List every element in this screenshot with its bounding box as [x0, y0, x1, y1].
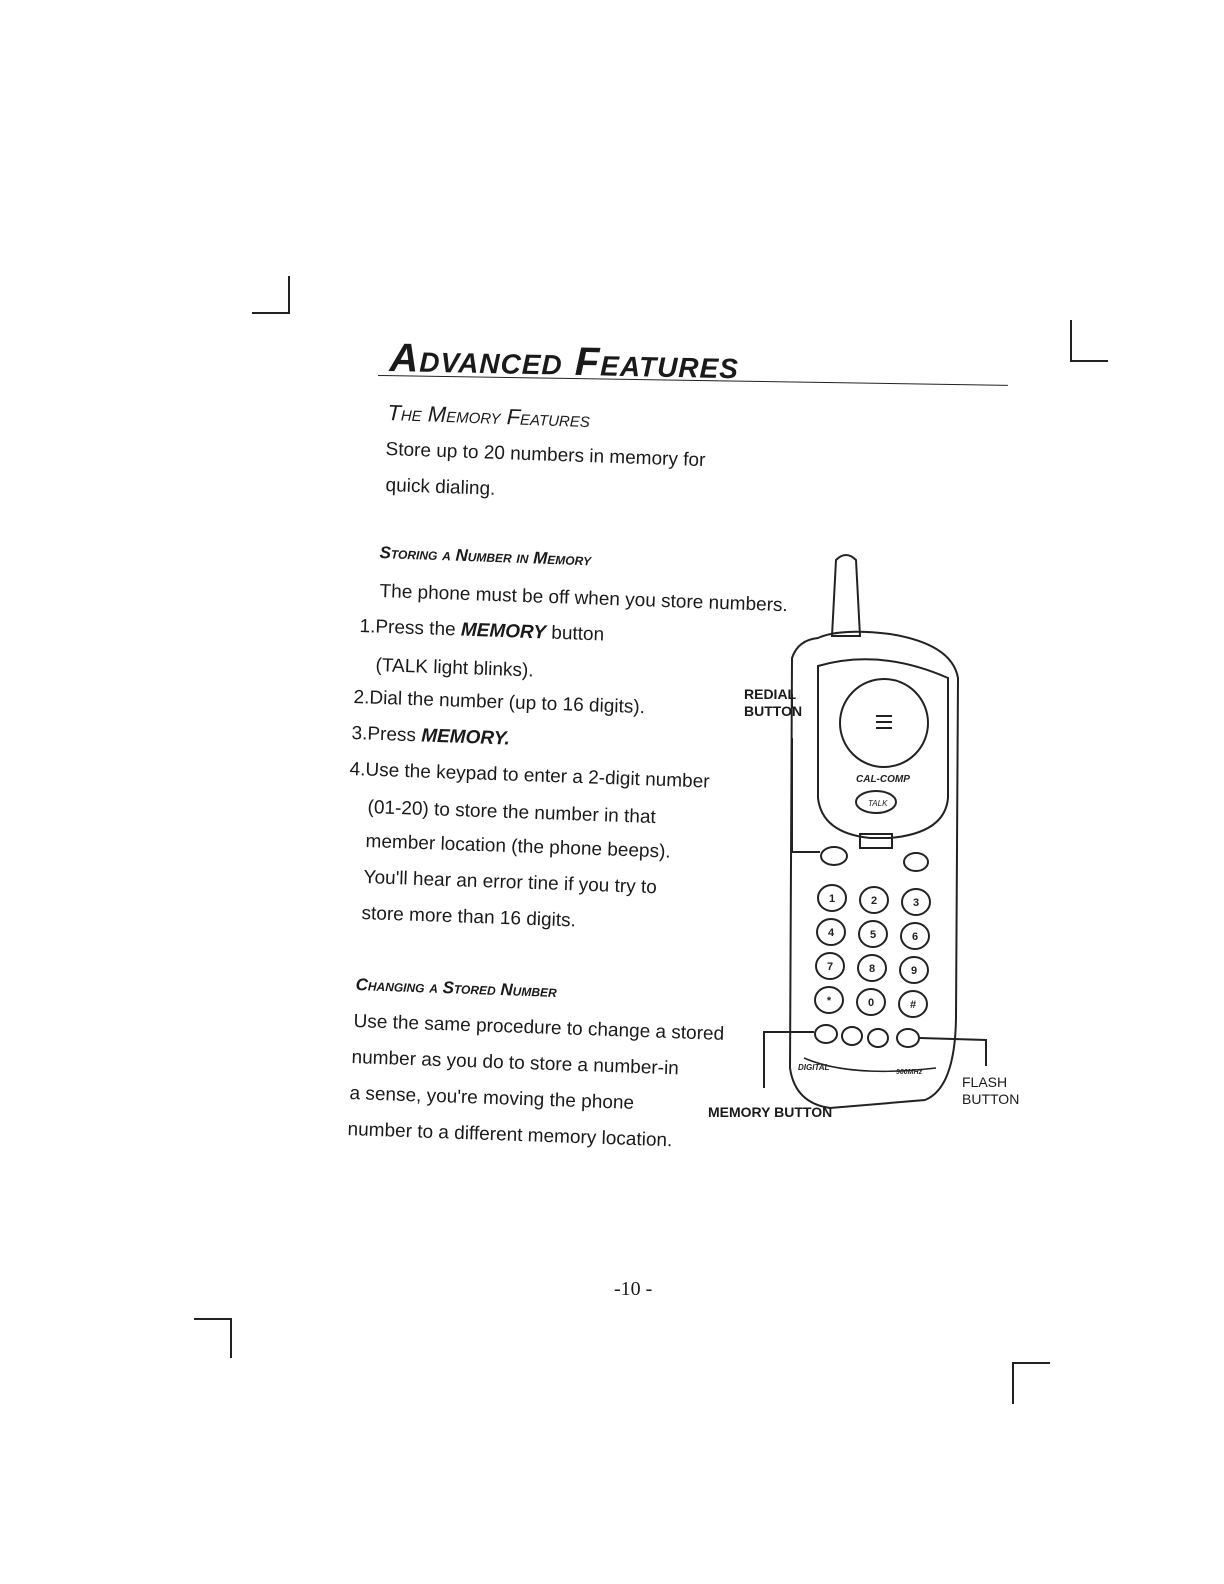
- section-intro-line-2: quick dialing.: [385, 474, 496, 500]
- keypad-key-label: 5: [869, 929, 877, 941]
- antenna: [832, 555, 860, 636]
- step-1-memory: MEMORY: [460, 619, 547, 644]
- section-heading: The Memory Features: [387, 400, 591, 433]
- frequency-label: 900MHz: [896, 1069, 923, 1076]
- keypad-key-label: 1: [828, 893, 836, 905]
- storing-intro: The phone must be off when you store numbers.: [379, 580, 789, 617]
- changing-line-1: Use the same procedure to change a stored: [353, 1010, 725, 1045]
- page-number: -10 -: [614, 1278, 653, 1300]
- step-3: [351, 722, 510, 752]
- flash-button-label: [962, 1074, 1019, 1108]
- redial-label-line-2: BUTTON: [744, 703, 803, 719]
- keypad-key-label: #: [909, 999, 917, 1011]
- crop-mark-bottom-left: [194, 1318, 232, 1358]
- talk-light: [860, 834, 892, 848]
- redial-label-line-1: REDIAL: [744, 686, 797, 702]
- flash-label-line-1: FLASH: [962, 1074, 1008, 1090]
- flash-label-line-2: BUTTON: [962, 1091, 1020, 1107]
- step-3-memory: MEMORY.: [420, 725, 511, 750]
- crop-mark-bottom-right: [1012, 1362, 1050, 1404]
- talk-label: TALK: [868, 799, 888, 808]
- step-1-pre: 1.Press the: [359, 615, 462, 641]
- step-4-line-1: 4.Use the keypad to enter a 2-digit number: [349, 758, 710, 793]
- keypad-key-label: 7: [826, 961, 834, 973]
- memory-leader: [764, 1032, 814, 1088]
- earpiece-panel: [818, 659, 948, 838]
- flash-key: [897, 1029, 919, 1047]
- step-2: 2.Dial the number (up to 16 digits).: [353, 686, 646, 719]
- keypad-key-label: 4: [827, 927, 835, 939]
- changing-line-2: number as you do to store a number-in: [351, 1046, 680, 1080]
- brand-logo: CAL-COMP: [856, 774, 910, 785]
- step-1-post: button: [545, 622, 605, 646]
- step-1: [359, 615, 604, 648]
- changing-line-4: number to a different memory location.: [347, 1118, 673, 1152]
- step-4-line-4: You'll hear an error tine if you try to: [363, 866, 658, 899]
- memory-button-label: MEMORY BUTTON: [708, 1104, 833, 1120]
- keypad-key-label: 6: [911, 931, 919, 943]
- handset-diagram: [700, 548, 1030, 1138]
- step-4-line-3: member location (the phone beeps).: [365, 830, 672, 863]
- page-title: Advanced Features: [389, 336, 740, 388]
- redial-button-label: [744, 686, 802, 720]
- keypad-key-label: 0: [867, 997, 875, 1009]
- storing-heading: Storing a Number in Memory: [379, 543, 592, 570]
- keypad-key-label: 9: [910, 965, 918, 977]
- step-4-line-5: store more than 16 digits.: [361, 902, 577, 932]
- keypad-key-label: 2: [870, 895, 878, 907]
- keypad-key-label: *: [826, 995, 832, 1007]
- right-function-key: [904, 853, 928, 871]
- volume-up-key: [868, 1029, 888, 1047]
- keypad-key-label: 8: [868, 963, 876, 975]
- crop-mark-top-left: [252, 276, 290, 314]
- redial-key: [821, 847, 847, 865]
- changing-heading: Changing a Stored Number: [355, 975, 558, 1002]
- memory-key: [815, 1025, 837, 1043]
- keypad-key-label: 3: [912, 897, 920, 909]
- digital-label: DIGITAL: [798, 1063, 830, 1072]
- step-3-pre: 3.Press: [351, 722, 422, 747]
- volume-down-key: [842, 1027, 862, 1045]
- changing-line-3: a sense, you're moving the phone: [349, 1082, 635, 1114]
- crop-mark-top-right: [1070, 320, 1108, 362]
- step-4-line-2: (01-20) to store the number in that: [367, 796, 657, 829]
- section-intro-line-1: Store up to 20 numbers in memory for: [385, 438, 706, 472]
- step-1-line-2: (TALK light blinks).: [375, 654, 534, 682]
